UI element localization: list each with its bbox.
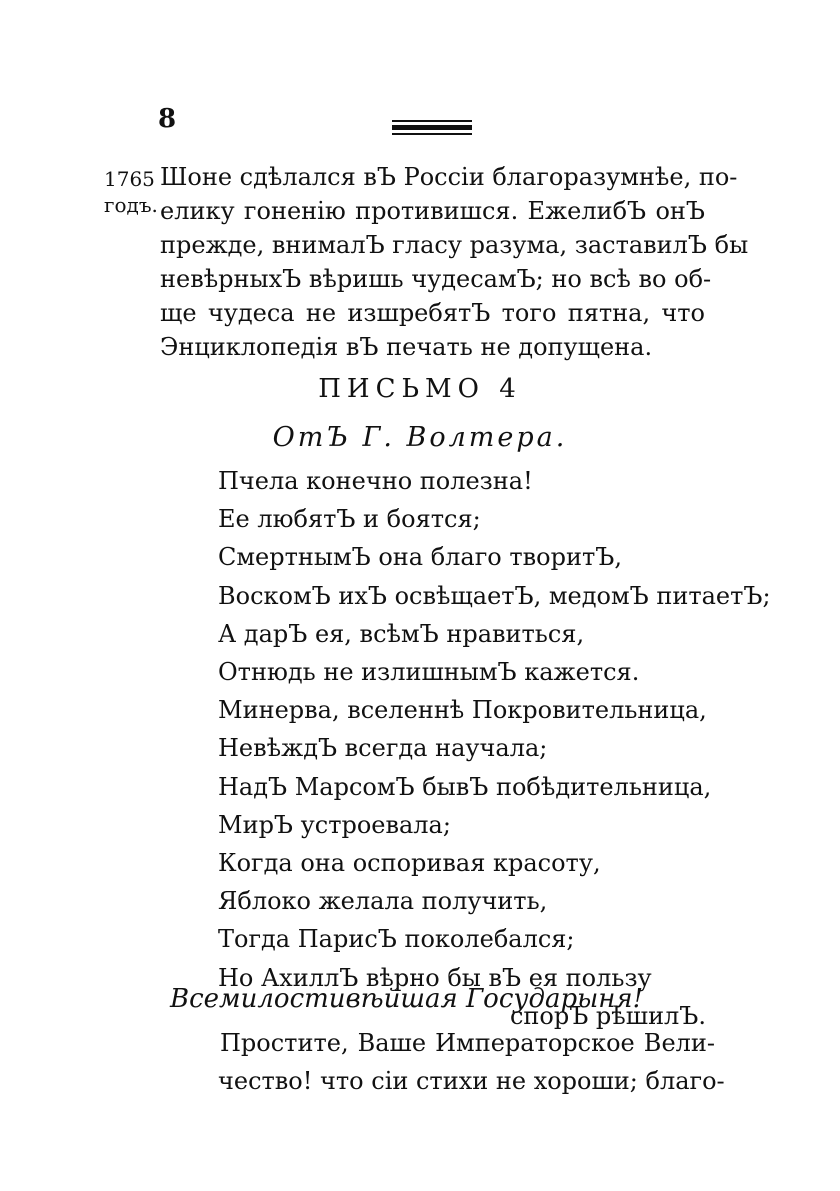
- poem-line: Тогда ПарисЪ поколебался;: [218, 925, 575, 954]
- poem-line: МирЪ устроевала;: [218, 810, 451, 839]
- poem-line: А дарЪ ея, всѣмЪ нравиться,: [218, 619, 585, 648]
- header-ornament-rule: [392, 120, 472, 138]
- poem: [218, 462, 771, 1035]
- paragraph-line: Шоне сдѣлался вЪ Россіи благоразумнѣе, по-: [160, 163, 738, 191]
- paragraph-line: Простите, Ваше Императорское Вели-: [220, 1029, 715, 1057]
- paragraph-line: елику гоненію противишся. ЕжелибЪ онЪ: [160, 197, 705, 225]
- margin-year: 1765: [104, 167, 155, 191]
- closing-paragraph: [210, 1024, 725, 1100]
- paragraph-line: невѣрныхЪ вѣришь чудесамЪ; но всѣ во об-: [160, 265, 712, 293]
- poem-line: спорЪ рѣшилЪ.: [509, 1001, 706, 1030]
- poem-line: Минерва, вселеннѣ Покровительница,: [218, 696, 707, 725]
- poem-line: Яблоко желала получить,: [218, 887, 548, 916]
- poem-line: Пчела конечно полезна!: [218, 467, 533, 495]
- poem-line: ВоскомЪ ихЪ освѣщаетЪ, медомЪ питаетЪ;: [218, 581, 771, 610]
- poem-line: Отнюдь не излишнымЪ кажется.: [218, 658, 640, 687]
- margin-note: [104, 166, 158, 218]
- salutation: Всемилостивѣйшая Государыня!: [170, 984, 644, 1014]
- poem-line: Но АхиллЪ вѣрно бы вЪ ея пользу: [218, 963, 652, 992]
- paragraph-line: Энциклопедія вЪ печать не допущена.: [160, 333, 653, 361]
- letter-heading: ПИСЬМО 4: [318, 374, 522, 404]
- poem-line: Ее любятЪ и боятся;: [218, 505, 481, 534]
- page-number: 8: [158, 104, 177, 134]
- poem-line: НадЪ МарсомЪ бывЪ побѣдительница,: [218, 772, 712, 801]
- margin-label: годъ.: [104, 193, 158, 217]
- paragraph-line: ще чудеса не изшребятЪ того пятна, что: [160, 299, 705, 327]
- opening-paragraph: [160, 160, 749, 364]
- poem-line: СмертнымЪ она благо творитЪ,: [218, 543, 622, 572]
- paragraph-line: чество! что сіи стихи не хороши; благо-: [218, 1067, 725, 1095]
- poem-line: НевѣждЪ всегда научала;: [218, 734, 548, 763]
- poem-line: Когда она оспоривая красоту,: [218, 849, 601, 878]
- letter-from: ОтЪ Г. Волтера.: [272, 422, 568, 453]
- paragraph-line: прежде, внималЪ гласу разума, заставилЪ бы: [160, 231, 749, 259]
